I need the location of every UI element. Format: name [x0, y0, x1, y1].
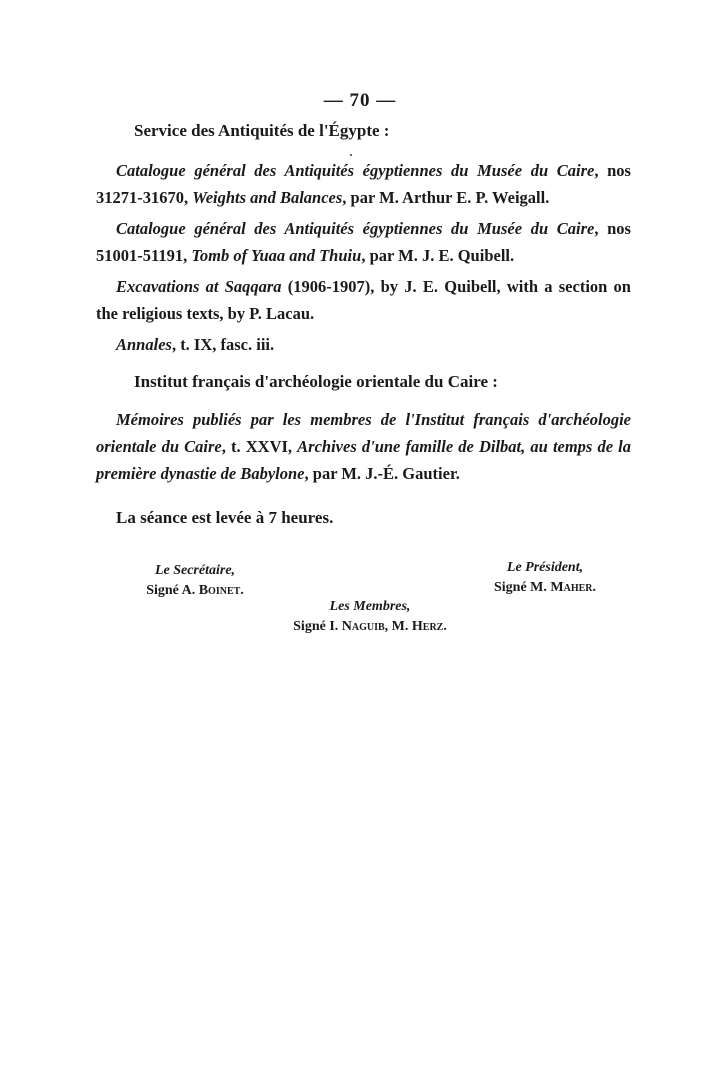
signatory-name: Herz: [411, 619, 444, 634]
institut-publications: [96, 406, 631, 487]
antiquites-publications: [96, 157, 631, 358]
publication-entry: [96, 331, 631, 358]
signature-separator: , M.: [384, 619, 412, 634]
signature-prefix: Signé M.: [494, 580, 551, 595]
publication-details: , t. XXVI,: [221, 437, 298, 456]
signature-secretary: [120, 561, 270, 601]
signature-end: .: [592, 580, 596, 595]
signature-line: [120, 581, 270, 601]
signature-line: [470, 578, 620, 598]
publication-subtitle: Weights and Balances: [192, 188, 343, 207]
signatory-name: Naguib: [341, 619, 385, 634]
publication-details: (1906-1907), by J. E. Quibell, with a section on the religious texts, by P. Lacau.: [96, 277, 631, 323]
publication-author: , par M. J. E. Quibell.: [361, 246, 515, 265]
signature-role: Les Membres,: [329, 599, 411, 614]
signature-role: Le Secrétaire,: [154, 563, 236, 578]
publication-author: , par M. Arthur E. P. Weigall.: [342, 188, 550, 207]
signatory-name: Boinet: [198, 583, 241, 598]
publication-title: Excavations at Saqqara: [116, 277, 282, 296]
signature-members: [270, 597, 470, 637]
print-speck: [350, 154, 352, 156]
publication-details: , nos 31271-31670,: [96, 161, 631, 207]
page-number: — 70 —: [323, 90, 397, 111]
signature-line: [270, 617, 470, 637]
signature-president: [470, 558, 620, 598]
signature-prefix: Signé A.: [146, 583, 199, 598]
closing-sentence: La séance est levée à 7 heures.: [116, 508, 334, 527]
section-heading-antiquites: Service des Antiquités de l'Égypte :: [134, 121, 390, 140]
publication-title: Catalogue général des Antiquités égyptiennes du Musée du Caire: [116, 161, 595, 180]
publication-subtitle: Tomb of Yuaa and Thuiu: [191, 246, 362, 265]
publication-author: , par M. J.-É. Gautier.: [304, 464, 460, 483]
publication-title: Mémoires publiés par les membres de l'Institut français d'archéologie orientale du Caire: [96, 410, 631, 456]
publication-entry: [96, 215, 631, 269]
publication-details: , nos 51001-51191,: [96, 219, 631, 265]
section-heading-institut: Institut français d'archéologie orientale du Caire :: [134, 372, 498, 391]
publication-entry: [96, 406, 631, 487]
signatory-name: Maher: [550, 580, 593, 595]
publication-entry: [96, 157, 631, 211]
signature-role: Le Président,: [506, 560, 584, 575]
publication-title: Catalogue général des Antiquités égyptiennes du Musée du Caire: [116, 219, 595, 238]
signature-end: .: [240, 583, 244, 598]
publication-entry: [96, 273, 631, 327]
publication-title: Annales: [116, 335, 172, 354]
signature-prefix: Signé I.: [293, 619, 342, 634]
signature-end: .: [443, 619, 447, 634]
publication-details: , t. IX, fasc. iii.: [171, 335, 275, 354]
publication-subtitle: Archives d'une famille de Dilbat, au temps de la première dynastie de Babylone: [96, 437, 632, 483]
